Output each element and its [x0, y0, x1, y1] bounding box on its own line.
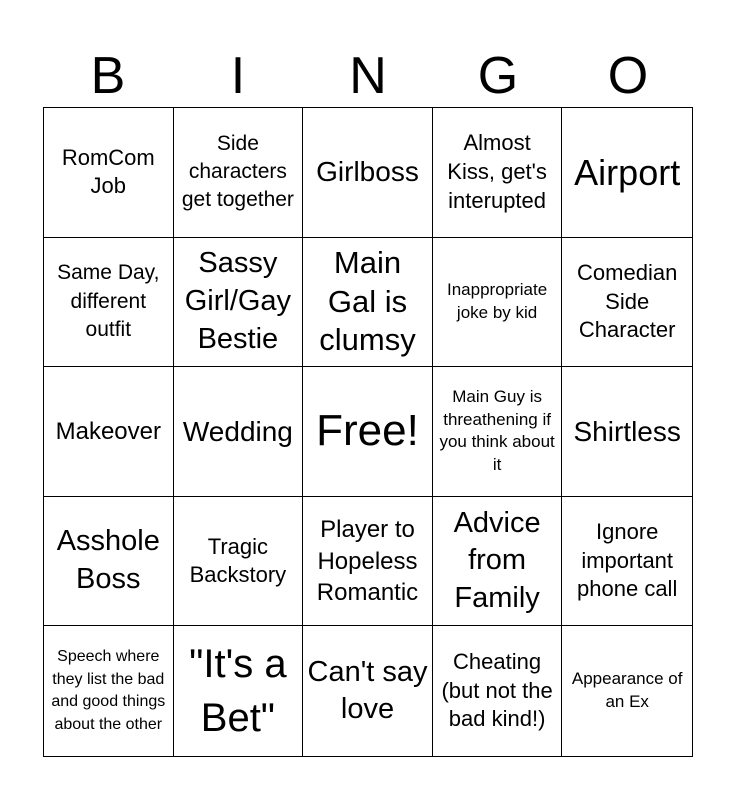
bingo-cell[interactable]: Makeover — [44, 367, 174, 497]
bingo-grid — [43, 107, 693, 757]
bingo-cell[interactable]: RomCom Job — [44, 108, 174, 238]
bingo-cell[interactable]: Main Gal is clumsy — [303, 238, 433, 368]
bingo-cell[interactable]: "It's a Bet" — [174, 626, 304, 756]
header-letter-g: G — [477, 47, 519, 105]
bingo-cell[interactable]: Ignore important phone call — [562, 497, 692, 627]
bingo-header — [43, 44, 693, 108]
bingo-cell[interactable]: Girlboss — [303, 108, 433, 238]
header-letter-n: N — [349, 47, 387, 105]
bingo-cell[interactable]: Wedding — [174, 367, 304, 497]
bingo-cell[interactable]: Almost Kiss, get's interupted — [433, 108, 563, 238]
header-letter-b: B — [90, 47, 126, 105]
bingo-cell[interactable]: Speech where they list the bad and good things about the other — [44, 626, 174, 756]
bingo-cell[interactable]: Main Guy is threathening if you think about it — [433, 367, 563, 497]
bingo-cell[interactable]: Sassy Girl/Gay Bestie — [174, 238, 304, 368]
bingo-cell[interactable]: Tragic Backstory — [174, 497, 304, 627]
bingo-cell[interactable]: Airport — [562, 108, 692, 238]
bingo-cell[interactable]: Asshole Boss — [44, 497, 174, 627]
bingo-cell[interactable]: Advice from Family — [433, 497, 563, 627]
bingo-cell[interactable]: Can't say love — [303, 626, 433, 756]
bingo-cell[interactable]: Player to Hopeless Romantic — [303, 497, 433, 627]
bingo-cell[interactable]: Same Day, different outfit — [44, 238, 174, 368]
header-letter-i: I — [230, 47, 246, 105]
free-space[interactable]: Free! — [303, 367, 433, 497]
bingo-cell[interactable]: Cheating (but not the bad kind!) — [433, 626, 563, 756]
bingo-cell[interactable]: Comedian Side Character — [562, 238, 692, 368]
bingo-cell[interactable]: Appearance of an Ex — [571, 669, 683, 712]
header-letter-o: O — [607, 47, 649, 105]
bingo-cell[interactable]: Side characters get together — [174, 108, 304, 238]
bingo-cell[interactable]: Inappropriate joke by kid — [433, 238, 563, 368]
bingo-cell[interactable]: Shirtless — [562, 367, 692, 497]
